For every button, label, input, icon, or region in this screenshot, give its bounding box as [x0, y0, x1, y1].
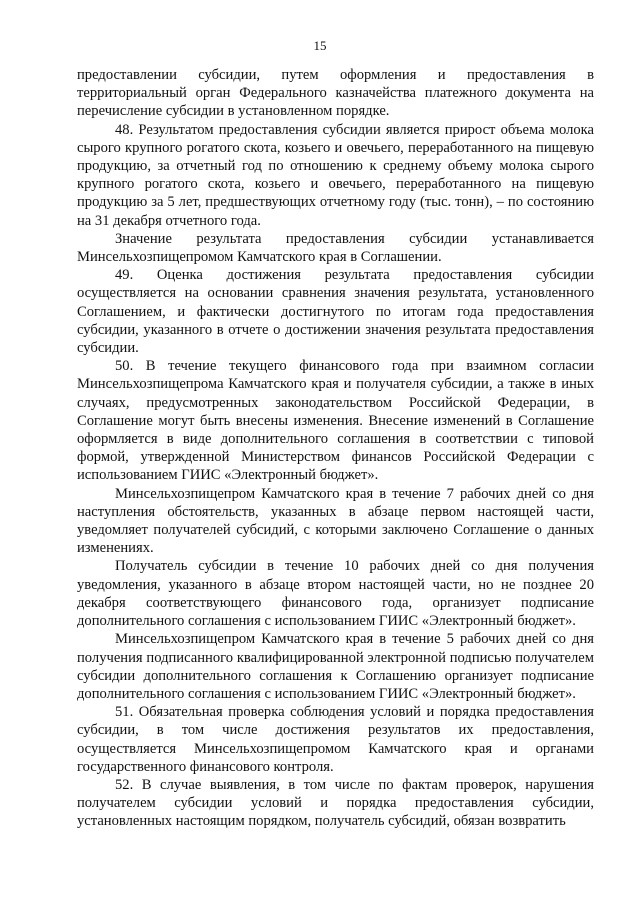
paragraph-49: 49. Оценка достижения результата предоставления субсидии осуществляется на основании сравнения значения результата, установленного Соглашением, и фактически достигнутого по итогам года предоставления субсидии, указанного в отчете о достижении значения результата предоставления субсидии. [77, 267, 594, 357]
paragraph-50-recipient: Получатель субсидии в течение 10 рабочих дней со дня получения уведомления, указанного в абзаце втором настоящей части, но не позднее 20 декабря соответствующего финансового года, организует подписание дополнительного соглашения с использованием ГИИС «Электронный бюджет». [77, 558, 594, 630]
paragraph-continuation: предоставлении субсидии, путем оформления и предоставления в территориальный орган Федерального казначейства платежного документа на перечисление субсидии в установленном порядке. [77, 67, 594, 120]
paragraph-51: 51. Обязательная проверка соблюдения условий и порядка предоставления субсидии, в том числе достижения результатов их предоставления, осуществляется Минсельхозпищепромом Камчатского края и органами государственного финансового контроля. [77, 704, 594, 775]
paragraph-50-signing: Минсельхозпищепром Камчатского края в течение 5 рабочих дней со дня получения подписанного квалифицированной электронной подписью получателем субсидии дополнительного соглашения к Соглашению организует подписание дополнительного соглашения с использованием ГИИС «Электронный бюджет». [77, 631, 594, 702]
paragraph-48-value: Значение результата предоставления субсидии устанавливается Минсельхозпищепромом Камчатского края в Соглашении. [77, 230, 594, 266]
paragraph-50-notice: Минсельхозпищепром Камчатского края в течение 7 рабочих дней со дня наступления обстоятельств, указанных в абзаце первом настоящей части, уведомляет получателей субсидий, с которыми заключено Соглашение о данных изменениях. [77, 485, 594, 557]
paragraph-48: 48. Результатом предоставления субсидии является прирост объема молока сырого крупного рогатого скота, козьего и овечьего, переработанного на пищевую продукцию, за отчетный год по отношению к среднему объему молока сырого крупного рогатого скота, козьего и овечьего, переработанного на пищевую продукцию за 5 лет, предшествующих отчетному году (тыс. тонн), – по состоянию на 31 декабря отчетного года. [77, 121, 594, 229]
paragraph-50: 50. В течение текущего финансового года при взаимном согласии Минсельхозпищепрома Камчатского края и получателя субсидии, а также в иных случаях, предусмотренных законодательством Российской Федерации, в Соглашение могут быть внесены изменения. Внесение изменений в Соглашение оформляется в виде дополнительного соглашения в соответствии с типовой формой, утвержденной Министерством финансов Российской Федерации с использованием ГИИС «Электронный бюджет». [77, 358, 594, 484]
document-body [77, 66, 594, 831]
page-number: 15 [313, 38, 327, 53]
paragraph-52: 52. В случае выявления, в том числе по фактам проверок, нарушения получателем субсидии условий и порядка предоставления субсидии, установленных настоящим порядком, получатель субсидий, обязан возвратить [77, 776, 594, 830]
